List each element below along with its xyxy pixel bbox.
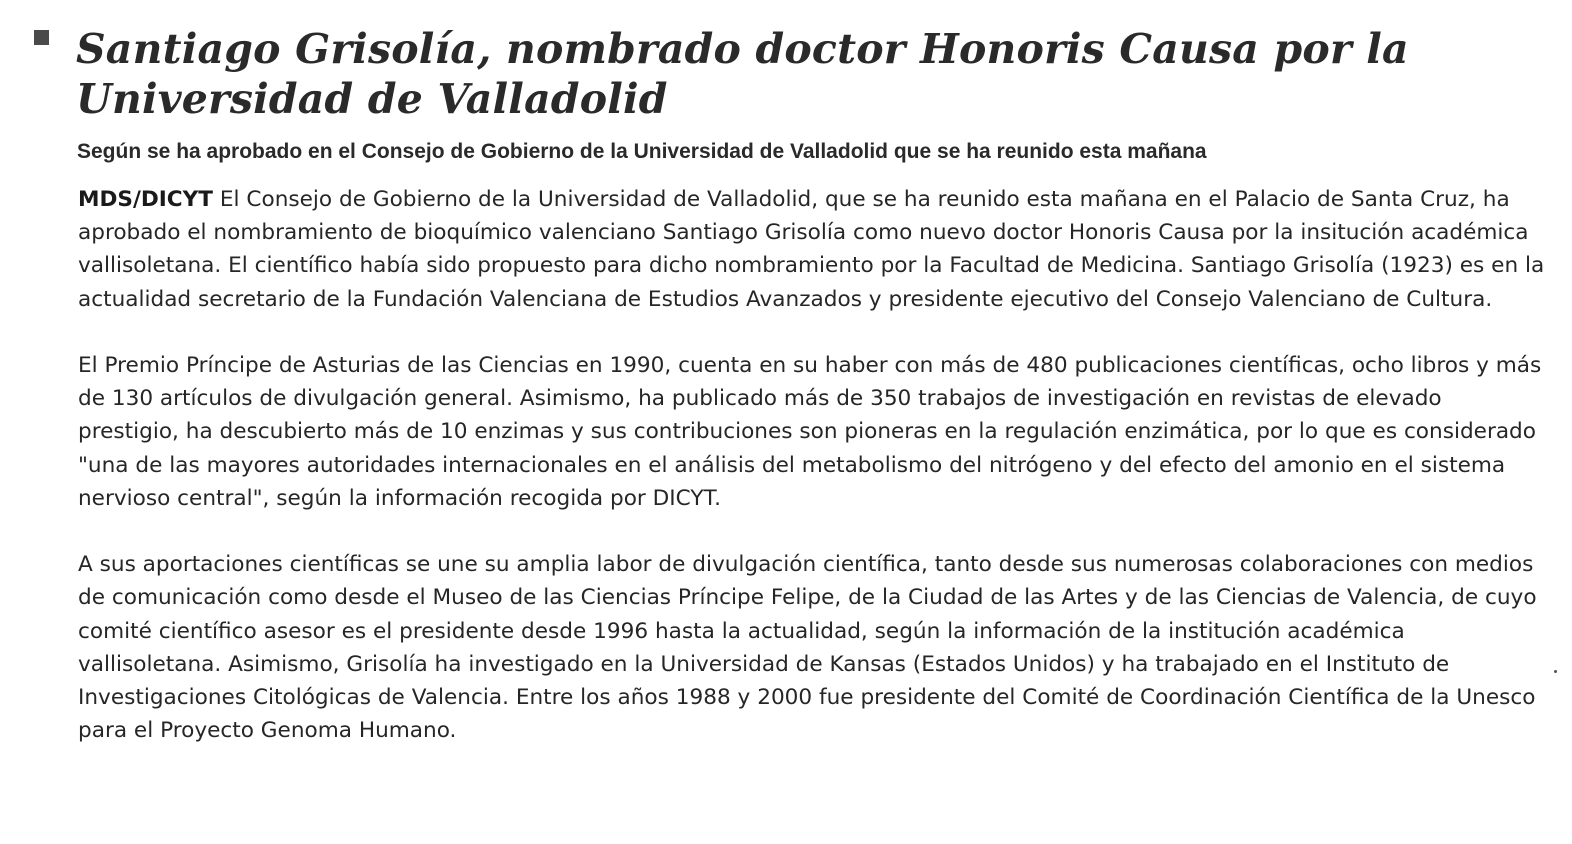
square-bullet-icon [34,30,49,45]
scan-speck [1554,670,1557,673]
article-subtitle: Según se ha aprobado en el Consejo de Gobierno de la Universidad de Valladolid que se ha reunido esta mañana [77,140,1207,163]
article-headline: Santiago Grisolía, nombrado doctor Honoris Causa por la Universidad de Valladolid [76,25,1409,123]
article-body [78,183,1546,781]
source-credit: MDS/DICYT [78,187,214,212]
article-paragraph-1 [78,183,1546,316]
article-paragraph-3: A sus aportaciones científicas se une su amplia labor de divulgación científica, tanto desde sus numerosas colaboraciones con medios de comunicación como desde el Museo de las Ciencias Príncipe Felipe, de la Ciudad de las Artes y de las Ciencias de Valencia, de cuyo comité científico asesor es el presidente desde 1996 hasta la actualidad, según la información de la institución académica vallisoletana. Asimismo, Grisolía ha investigado en la Universidad de Kansas (Estados Unidos) y ha trabajado en el Instituto de Investigaciones Citológicas de Valencia. Entre los años 1988 y 2000 fue presidente del Comité de Coordinación Científica de la Unesco para el Proyecto Genoma Humano. [78,552,1537,744]
paragraph-1-text: El Consejo de Gobierno de la Universidad de Valladolid, que se ha reunido esta mañana en el Palacio de Santa Cruz, ha aprobado el nombramiento de bioquímico valenciano Santiago Grisolía como nuevo doctor Honoris Causa por la insitución académica vallisoletana. El científico había sido propuesto para dicho nombramiento por la Facultad de Medicina. Santiago Grisolía (1923) es en la actualidad secretario de la Fundación Valenciana de Estudios Avanzados y presidente ejecutivo del Consejo Valenciano de Cultura. [78,187,1545,312]
article-paragraph-2: El Premio Príncipe de Asturias de las Ciencias en 1990, cuenta en su haber con más de 480 publicaciones científicas, ocho libros y más de 130 artículos de divulgación general. Asimismo, ha publicado más de 350 trabajos de investigación en revistas de elevado prestigio, ha descubierto más de 10 enzimas y sus contribuciones son pioneras en la regulación enzimática, por lo que es considerado "una de las mayores autoridades internacionales en el análisis del metabolismo del nitrógeno y del efecto del amonio en el sistema nervioso central", según la información recogida por DICYT. [78,353,1542,511]
